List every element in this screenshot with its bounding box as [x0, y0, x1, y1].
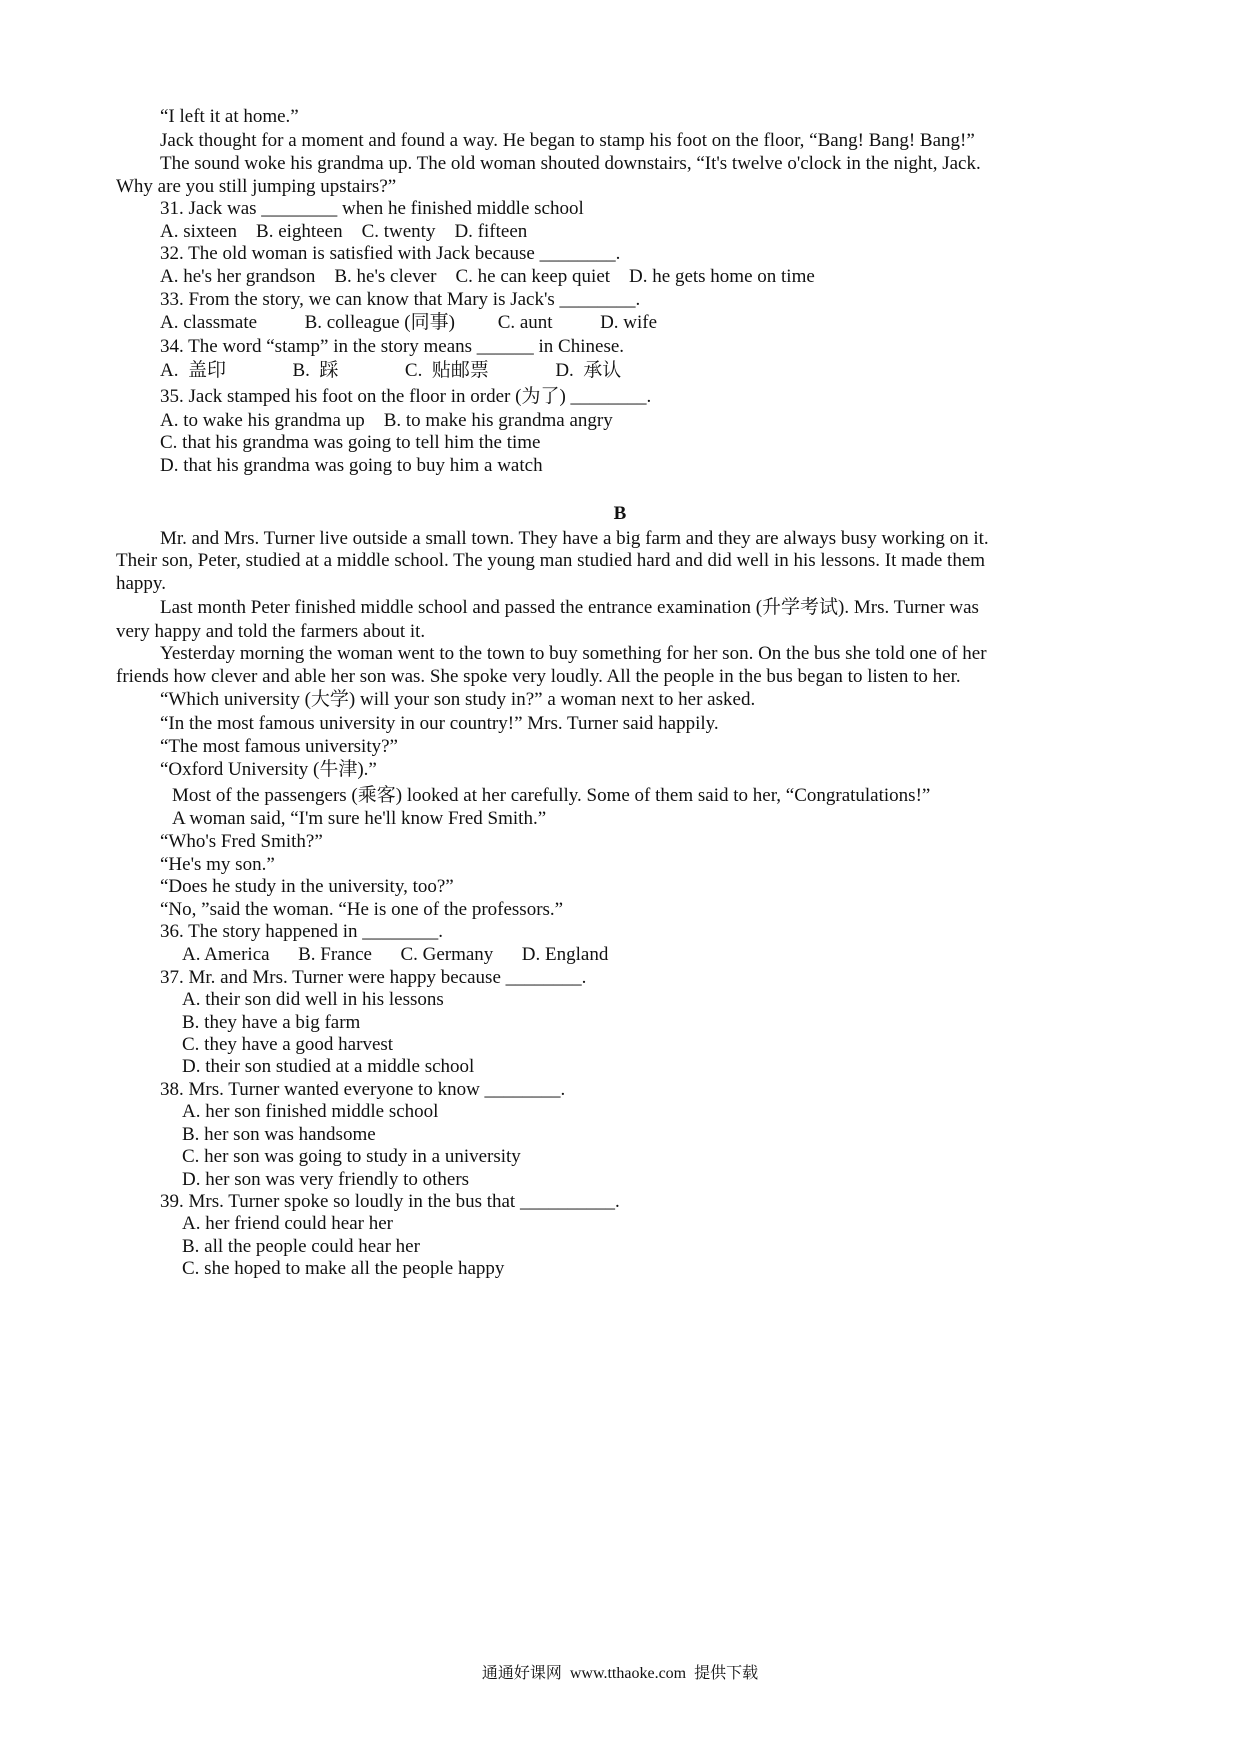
dialogue-line: “Who's Fred Smith?”	[160, 831, 323, 852]
section-b-heading: B	[613, 503, 627, 524]
dialogue-line: “The most famous university?”	[160, 736, 398, 757]
passage-a-line: Jack thought for a moment and found a way. He began to stamp his foot on the floor, “Bang! Bang! Bang!”	[160, 130, 975, 151]
dialogue-line: “In the most famous university in our country!” Mrs. Turner said happily.	[160, 713, 719, 734]
paragraph-line: very happy and told the farmers about it.	[116, 621, 426, 642]
question-38-option-a: A. her son finished middle school	[182, 1101, 439, 1122]
question-35: 35. Jack stamped his foot on the floor in order (为了) ________.	[160, 386, 652, 407]
question-39-option-a: A. her friend could hear her	[182, 1213, 394, 1234]
question-33: 33. From the story, we can know that Mary is Jack's ________.	[160, 289, 641, 310]
paragraph-line: Mr. and Mrs. Turner live outside a small town. They have a big farm and they are always busy working on it.	[160, 528, 989, 549]
question-37-option-c: C. they have a good harvest	[182, 1034, 394, 1055]
question-37-option-d: D. their son studied at a middle school	[182, 1056, 475, 1077]
question-34-options: A. 盖印 B. 踩 C. 贴邮票 D. 承认	[160, 360, 622, 381]
dialogue-line: A woman said, “I'm sure he'll know Fred Smith.”	[172, 808, 547, 829]
dialogue-line: “Oxford University (牛津).”	[160, 759, 377, 780]
paragraph-line: happy.	[116, 573, 166, 594]
question-39: 39. Mrs. Turner spoke so loudly in the bus that __________.	[160, 1191, 620, 1212]
dialogue-line: Most of the passengers (乘客) looked at her carefully. Some of them said to her, “Congratulations!”	[172, 785, 931, 806]
question-36-options: A. America B. France C. Germany D. England	[182, 944, 609, 965]
question-37-option-b: B. they have a big farm	[182, 1012, 361, 1033]
question-36: 36. The story happened in ________.	[160, 921, 444, 942]
question-37: 37. Mr. and Mrs. Turner were happy because ________.	[160, 967, 587, 988]
question-35-option-d: D. that his grandma was going to buy him a watch	[160, 455, 543, 476]
question-38: 38. Mrs. Turner wanted everyone to know ________.	[160, 1079, 566, 1100]
question-39-option-c: C. she hoped to make all the people happy	[182, 1258, 505, 1279]
question-34: 34. The word “stamp” in the story means ______ in Chinese.	[160, 336, 625, 357]
passage-a-line: Why are you still jumping upstairs?”	[116, 176, 397, 197]
question-38-option-d: D. her son was very friendly to others	[182, 1169, 470, 1190]
question-32: 32. The old woman is satisfied with Jack because ________.	[160, 243, 621, 264]
question-31-options: A. sixteen B. eighteen C. twenty D. fifteen	[160, 221, 528, 242]
passage-a-line: The sound woke his grandma up. The old woman shouted downstairs, “It's twelve o'clock in the night, Jack.	[160, 153, 981, 174]
page-footer: 通通好课网 www.tthaoke.com 提供下载	[481, 1665, 759, 1682]
question-37-option-a: A. their son did well in his lessons	[182, 989, 444, 1010]
paragraph-line: Yesterday morning the woman went to the town to buy something for her son. On the bus she told one of her	[160, 643, 987, 664]
dialogue-line: “He's my son.”	[160, 854, 275, 875]
dialogue-line: “No, ”said the woman. “He is one of the professors.”	[160, 899, 564, 920]
question-32-options: A. he's her grandson B. he's clever C. he can keep quiet D. he gets home on time	[160, 266, 815, 287]
passage-a-line: “I left it at home.”	[160, 106, 299, 127]
paragraph-line: Their son, Peter, studied at a middle school. The young man studied hard and did well in his lessons. It made them	[116, 550, 986, 571]
question-31: 31. Jack was ________ when he finished middle school	[160, 198, 584, 219]
paragraph-line: friends how clever and able her son was. She spoke very loudly. All the people in the bus began to listen to her.	[116, 666, 961, 687]
question-35-option-ab: A. to wake his grandma up B. to make his grandma angry	[160, 410, 613, 431]
paragraph-line: Last month Peter finished middle school and passed the entrance examination (升学考试). Mrs. Turner was	[160, 597, 979, 618]
question-38-option-b: B. her son was handsome	[182, 1124, 376, 1145]
question-39-option-b: B. all the people could hear her	[182, 1236, 420, 1257]
question-35-option-c: C. that his grandma was going to tell him the time	[160, 432, 541, 453]
dialogue-line: “Does he study in the university, too?”	[160, 876, 454, 897]
dialogue-line: “Which university (大学) will your son study in?” a woman next to her asked.	[160, 689, 756, 710]
question-38-option-c: C. her son was going to study in a university	[182, 1146, 521, 1167]
question-33-options: A. classmate B. colleague (同事) C. aunt D. wife	[160, 312, 658, 333]
